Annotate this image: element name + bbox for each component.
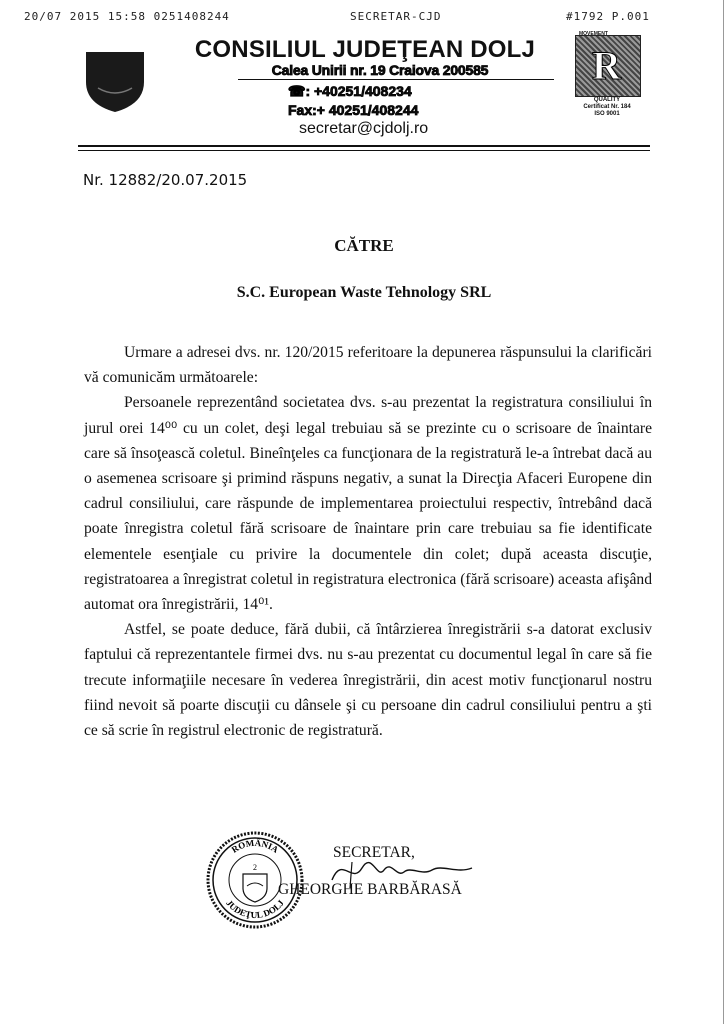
fax-header-sender: SECRETAR-CJD (350, 10, 442, 23)
letter-body (84, 340, 652, 743)
letterhead-org (180, 36, 550, 64)
quality-certificate (565, 31, 649, 123)
header-underline (238, 79, 554, 80)
document-number: Nr. 12882/20.07.2015 (83, 171, 248, 189)
official-seal-icon (205, 830, 305, 930)
org-phone: ☎: +40251/408234 (288, 83, 412, 99)
certificate-logo-icon: R (575, 35, 641, 97)
signatory-name: GHEORGHE BARBĂRASĂ (278, 881, 462, 898)
fax-header-datetime: 20/07 2015 15:58 0251408244 (24, 10, 230, 23)
cert-text: QUALITY Certificat Nr. 184 ISO 9001 (583, 97, 631, 117)
org-email: secretar@cjdolj.ro (299, 120, 429, 137)
scan-edge (723, 0, 724, 1024)
org-fax: Fax:+ 40251/408244 (288, 102, 419, 118)
org-address: Calea Unirii nr. 19 Craiova 200585 (271, 62, 489, 78)
addressee: S.C. European Waste Tehnology SRL (236, 284, 492, 301)
cert-top-label: MOVEMENT (579, 31, 608, 37)
svg-text:ROMÂNIA: ROMÂNIA (229, 837, 281, 855)
paragraph-3: Astfel, se poate deduce, fără dubii, că întârzierea înregistrării s-a datorat exclusiv faptului că reprezentantele firmei dvs. nu s-au prezentat cu documentul legal în care să fie trecute informaţiile necesare în vederea înregistrării, din acest motiv funcţionarul nostru fiind nevoit să poarte discuţii cu dânsele şi cu persoane din cadrul consiliului pentru a şti ce să scrie în registrul electronic de registratură. (84, 621, 652, 740)
paragraph-1: Urmare a adresei dvs. nr. 120/2015 referitoare la depunerea răspunsului la clarificări vă comunicăm următoarele: (84, 344, 652, 387)
to-label: CĂTRE (334, 236, 394, 255)
paragraph-2: Persoanele reprezentând societatea dvs. s-au prezentat la registratura consiliului în jurul orei 14⁰⁰ cu un colet, deşi legal trebuiau să se prezinte cu o scrisoare de înaintare care să însoţească coletul. Bineînţeles ca funcţionara de la registratură le-a întrebat dacă au o asemenea scrisoare şi primind răspuns negativ, a sunat la Direcţia Afaceri Europene din cadrul consiliului, care răspunde de implementarea proiectului respectiv, întrebând dacă poate înregistra coletul fără scrisoare de înaintare prin care trebuiau sa fie identificate elementele esenţiale cu privire la documentele din colet; după aceasta discuţie, registratoarea a înregistrat coletul in registratura electronica (fără scrisoare) aceasta afişând automat ora înregistrării, 14⁰¹. (84, 394, 652, 614)
svg-text:JUDEŢUL DOLJ: JUDEŢUL DOLJ (224, 898, 286, 921)
signatory-title: SECRETAR, (333, 844, 415, 861)
county-crest-icon (84, 48, 146, 114)
header-rule (78, 145, 650, 147)
header-rule-thin (78, 150, 650, 151)
fax-header-page: #1792 P.001 (566, 10, 650, 23)
org-name: CONSILIUL JUDEŢEAN DOLJ (194, 36, 536, 63)
svg-text:2: 2 (253, 863, 257, 872)
